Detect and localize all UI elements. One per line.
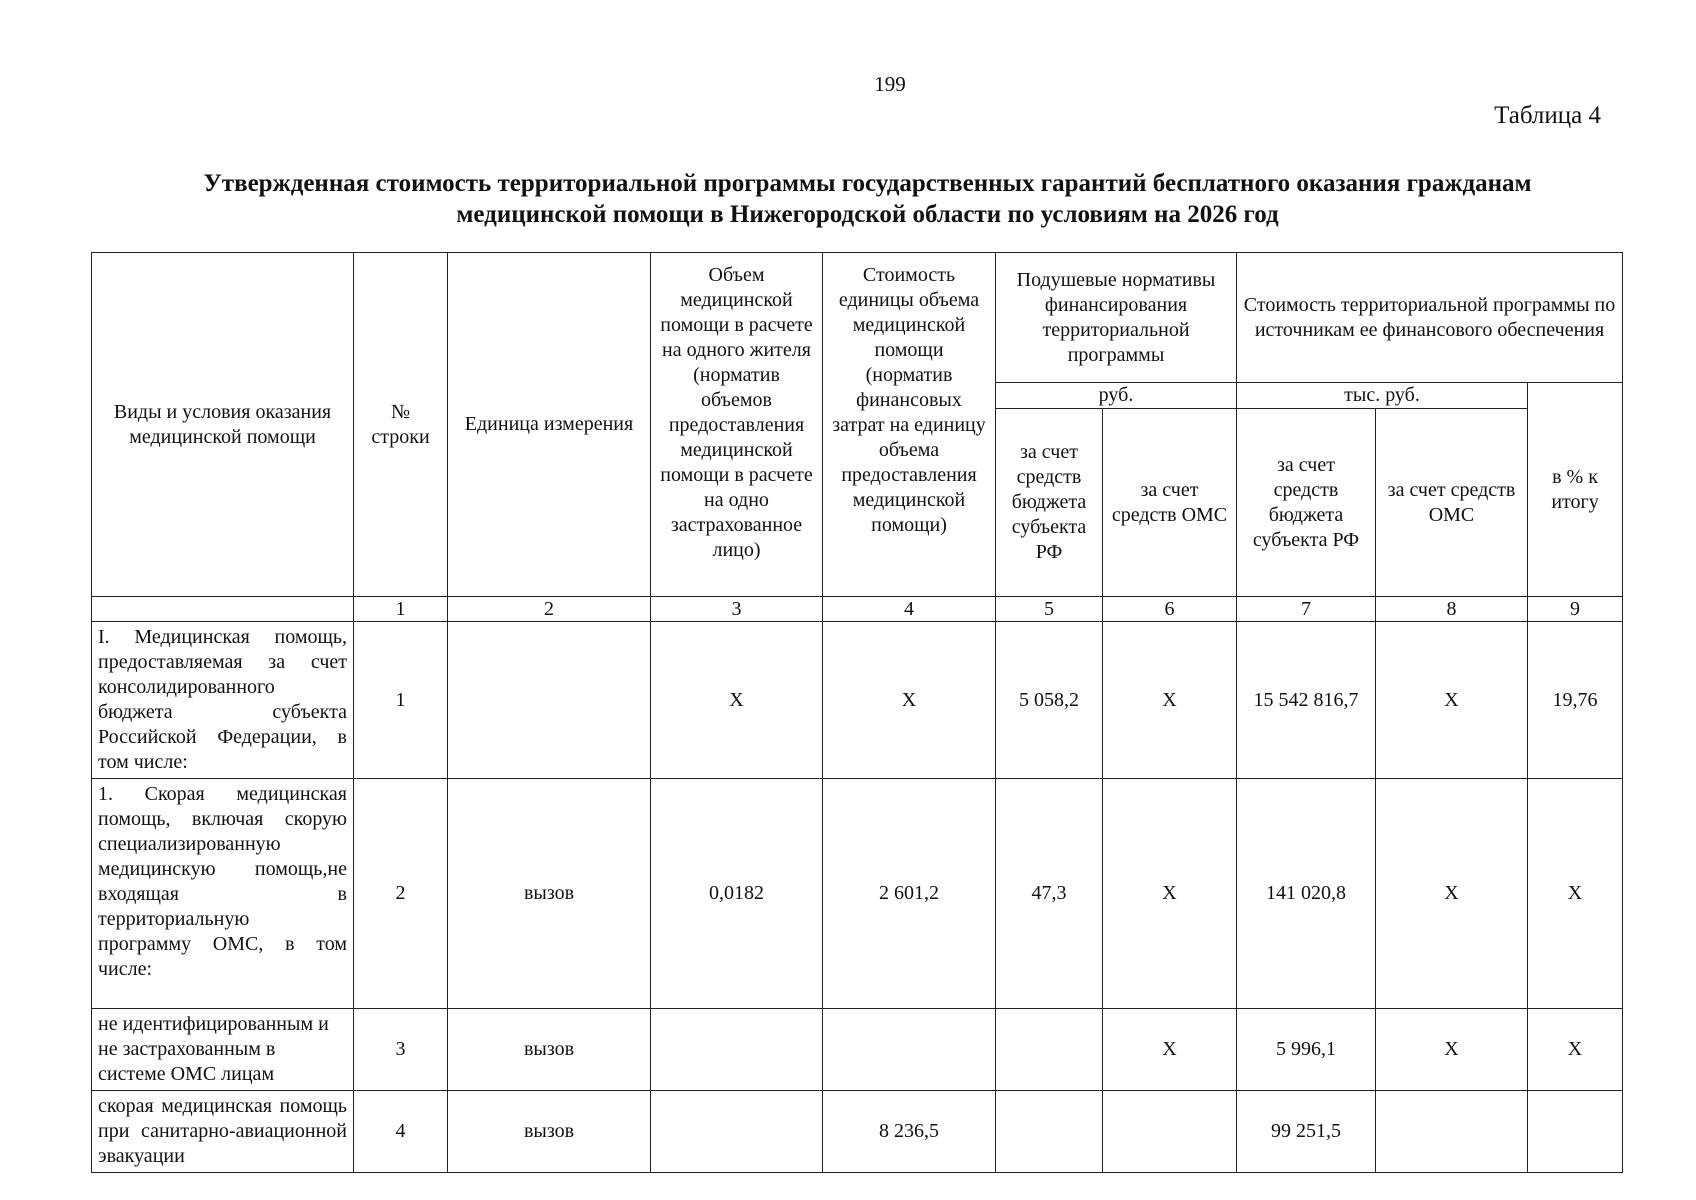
- row-name: 1. Скорая медицинская помощь, включая скорую специализированную медицинскую помощь,не входящая в территориальную программу ОМС, в том числе:: [92, 779, 354, 1009]
- row-unit: [448, 622, 651, 779]
- column-number: [92, 597, 354, 622]
- header-volume: Объем медицинской помощи в расчете на одного жителя (норматив объемов предоставления медицинской помощи в расчете на одно застрахованное лицо): [651, 253, 823, 597]
- row-oms-rub: Х: [1103, 779, 1237, 1009]
- row-volume: [651, 1009, 823, 1091]
- header-percent: в % к итогу: [1528, 383, 1623, 597]
- row-oms-thousand: Х: [1376, 622, 1528, 779]
- title-line-2: медицинской помощи в Нижегородской области по условиям на 2026 год: [456, 201, 1279, 228]
- row-number: 1: [354, 622, 448, 779]
- column-number: 8: [1376, 597, 1528, 622]
- header-unit-rub: руб.: [996, 383, 1237, 409]
- row-budget-rub: [996, 1091, 1103, 1173]
- row-oms-thousand: [1376, 1091, 1528, 1173]
- row-budget-thousand: 99 251,5: [1237, 1091, 1376, 1173]
- table-row: [92, 622, 1623, 779]
- row-volume: Х: [651, 622, 823, 779]
- cost-table: [91, 252, 1623, 1173]
- row-cost: [823, 1009, 996, 1091]
- column-number: 2: [448, 597, 651, 622]
- table-row: [92, 1009, 1623, 1091]
- row-budget-rub: 5 058,2: [996, 622, 1103, 779]
- title-line-1: Утвержденная стоимость территориальной программы государственных гарантий бесплатного оказания гражданам: [203, 170, 1532, 197]
- row-cost: 2 601,2: [823, 779, 996, 1009]
- row-unit: вызов: [448, 1009, 651, 1091]
- row-cost: 8 236,5: [823, 1091, 996, 1173]
- table-row: [92, 779, 1623, 1009]
- row-name: не идентифицированным и не застрахованным в системе ОМС лицам: [92, 1009, 354, 1091]
- row-budget-thousand: 15 542 816,7: [1237, 622, 1376, 779]
- row-oms-thousand: Х: [1376, 1009, 1528, 1091]
- row-number: 2: [354, 779, 448, 1009]
- column-number: 9: [1528, 597, 1623, 622]
- row-unit: вызов: [448, 1091, 651, 1173]
- column-number-row: [92, 597, 1623, 622]
- row-budget-rub: 47,3: [996, 779, 1103, 1009]
- header-type: Виды и условия оказания медицинской помощи: [92, 253, 354, 597]
- row-oms-rub: [1103, 1091, 1237, 1173]
- column-number: 1: [354, 597, 448, 622]
- row-volume: [651, 1091, 823, 1173]
- header-budget-rub: за счет средств бюджета субъекта РФ: [996, 409, 1103, 597]
- header-unit: Единица измерения: [448, 253, 651, 597]
- header-program-cost: Стоимость территориальной программы по источникам ее финансового обеспечения: [1237, 253, 1623, 383]
- header-oms-thousand: за счет средств ОМС: [1376, 409, 1528, 597]
- page-number: 199: [874, 72, 906, 96]
- row-oms-rub: Х: [1103, 1009, 1237, 1091]
- header-row-no: № строки: [354, 253, 448, 597]
- header-unit-thousand-rub: тыс. руб.: [1237, 383, 1528, 409]
- header-per-capita: Подушевые нормативы финансирования территориальной программы: [996, 253, 1237, 383]
- row-number: 4: [354, 1091, 448, 1173]
- row-unit: вызов: [448, 779, 651, 1009]
- column-number: 3: [651, 597, 823, 622]
- row-percent: [1528, 1091, 1623, 1173]
- row-volume: 0,0182: [651, 779, 823, 1009]
- row-budget-thousand: 141 020,8: [1237, 779, 1376, 1009]
- header-cost: Стоимость единицы объема медицинской помощи (норматив финансовых затрат на единицу объема предоставления медицинской помощи): [823, 253, 996, 597]
- header-oms-rub: за счет средств ОМС: [1103, 409, 1237, 597]
- row-percent: Х: [1528, 1009, 1623, 1091]
- table-label: Таблица 4: [1494, 102, 1601, 129]
- row-percent: 19,76: [1528, 622, 1623, 779]
- column-number: 4: [823, 597, 996, 622]
- column-number: 6: [1103, 597, 1237, 622]
- row-name: скорая медицинская помощь при санитарно-авиационной эвакуации: [92, 1091, 354, 1173]
- row-number: 3: [354, 1009, 448, 1091]
- column-number: 5: [996, 597, 1103, 622]
- header-budget-thousand: за счет средств бюджета субъекта РФ: [1237, 409, 1376, 597]
- row-budget-rub: [996, 1009, 1103, 1091]
- row-budget-thousand: 5 996,1: [1237, 1009, 1376, 1091]
- table-row: [92, 1091, 1623, 1173]
- column-number: 7: [1237, 597, 1376, 622]
- row-percent: Х: [1528, 779, 1623, 1009]
- row-cost: Х: [823, 622, 996, 779]
- row-name: I. Медицинская помощь, предоставляемая за счет консолидированного бюджета субъекта Российской Федерации, в том числе:: [92, 622, 354, 779]
- row-oms-thousand: Х: [1376, 779, 1528, 1009]
- row-oms-rub: Х: [1103, 622, 1237, 779]
- document-title: [110, 168, 1625, 230]
